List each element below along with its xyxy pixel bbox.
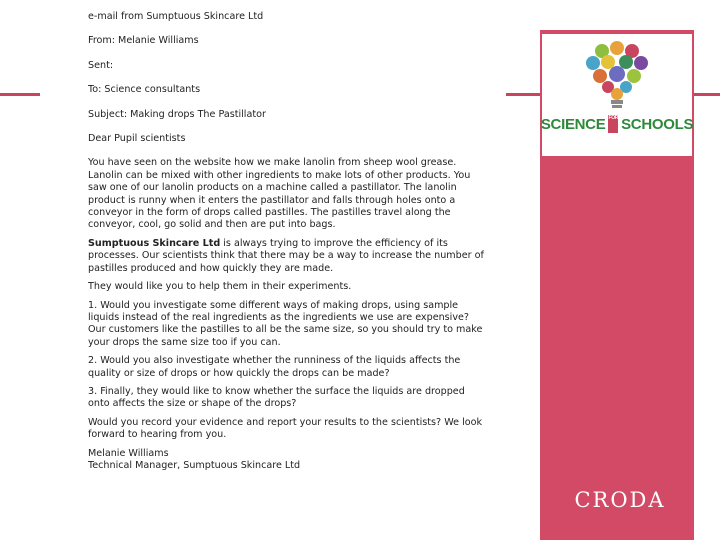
lightbulb-icon bbox=[542, 34, 692, 114]
email-closing: Would you record your evidence and report your results to the scientists? We look forward to hearing from you. bbox=[88, 416, 483, 441]
email-greeting: Dear Pupil scientists bbox=[88, 133, 186, 145]
email-paragraph-3: They would like you to help them in their experiments. bbox=[88, 281, 352, 293]
email-paragraph-1: You have seen on the website how we make lanolin from sheep wool grease. Lanolin can be mixed with other ingredients to make lots of other products. You saw one of our lanolin products on a machine called a pastillator. The lanolin product is runny when it enters the pastillator and falls through holes onto a conveyor in the form of drops called pastilles. The pastilles travel along the conveyor, cool, go solid and then are put into bags. bbox=[88, 157, 471, 231]
email-letter bbox=[88, 11, 484, 472]
signature bbox=[88, 448, 484, 473]
email-from: From: Melanie Williams bbox=[88, 35, 199, 47]
logo-word-for: FOR bbox=[608, 115, 618, 133]
logo-wordmark bbox=[540, 115, 694, 133]
question-3: 3. Finally, they would like to know whether the surface the liquids are dropped onto affects the size or shape of the drops? bbox=[88, 385, 465, 410]
email-subject: Subject: Making drops The Pastillator bbox=[88, 108, 266, 120]
logo-word-schools: SCHOOLS bbox=[621, 115, 694, 133]
question-1: 1. Would you investigate some different ways of making drops, using sample liquids instead of the real ingredients as the ingredients we use are expensive? Our customers like the pastilles to all be the same size, so you should try to make your drops the same size too if you can. bbox=[88, 299, 483, 348]
signature-name: Melanie Williams bbox=[88, 447, 169, 459]
decorative-line-left bbox=[0, 93, 40, 96]
science-for-schools-logo bbox=[542, 34, 692, 156]
question-2: 2. Would you also investigate whether the runniness of the liquids affects the quality or size of drops or how quickly the drops can be made? bbox=[88, 355, 461, 379]
croda-logo: CRODA bbox=[574, 488, 666, 512]
email-paragraph-2 bbox=[88, 238, 484, 275]
email-heading: e-mail from Sumptuous Skincare Ltd bbox=[88, 11, 264, 22]
logo-word-science: SCIENCE bbox=[540, 115, 606, 133]
email-sent: Sent: bbox=[88, 59, 114, 71]
company-name: Sumptuous Skincare Ltd bbox=[88, 237, 221, 249]
email-to: To: Science consultants bbox=[88, 84, 201, 96]
signature-title: Technical Manager, Sumptuous Skincare Ltd bbox=[88, 459, 301, 471]
email-paragraph-2-text: is always trying to improve the efficiency of its processes. Our scientists think that there may be a way to increase the number of pastilles produced and how quickly they are made. bbox=[88, 237, 484, 274]
